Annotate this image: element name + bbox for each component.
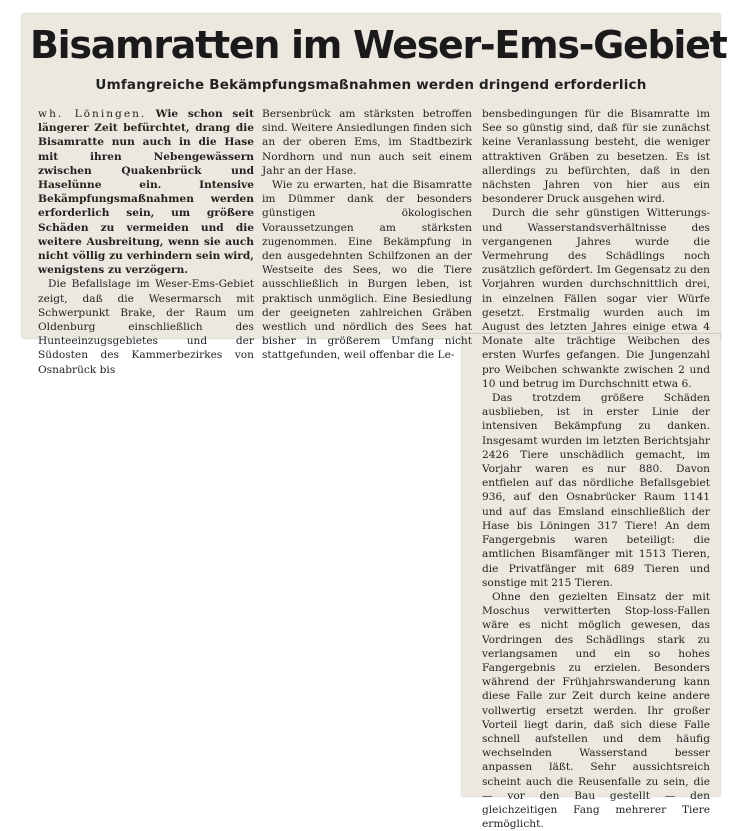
body-paragraph: Das trotzdem größere Schäden ausblieben, ist in erster Linie der intensiven Bekämpfung zu danken. Insgesamt wurden im letzten Berichtsjahr 2426 Tiere unschädlich gemacht, im Vorjahr waren es nur 880. Davon entfielen auf das nördliche Befallsgebiet 936, auf den Osnabrücker Raum 1141 und auf das Emsland einschließlich der Hase bis Löningen 317 Tiere! An dem Fangergebnis waren beteiligt: die amtlichen Bisamfänger mit 1513 Tieren, die Privatfänger mit 689 Tieren und sonstige mit 215 Tieren.	[482, 392, 710, 589]
body-paragraph: bensbedingungen für die Bisamratte im See so günstig sind, daß für sie zunächst keine Veranlassung besteht, die weniger attraktiven Gräben zu besetzen. Es ist allerdings zu befürchten, daß in den nächsten Jahren von hier aus ein besonderer Druck ausgehen wird.	[482, 108, 710, 206]
body-paragraph: Ohne den gezielten Einsatz der mit Moschus verwitterten Stop-loss-Fallen wäre es nicht möglich gewesen, das Vordringen des Schädlings stark zu verlangsamen und ein so hohes Fangergebnis zu erzielen. Besonders während der Frühjahrswanderung kann diese Falle zur Zeit durch keine andere vollwertig ersetzt werden. Ihr großer Vorteil liegt darin, daß sich diese Falle schnell aufstellen und dem häufig wechselnden Wasserstand besser anpassen läßt. Sehr aussichtsreich scheint auch die Reusenfalle zu sein, die — vor den Bau gestellt — den gleichzeitigen Fang mehrerer Tiere ermöglicht.	[482, 590, 710, 831]
body-paragraph: Bersenbrück am stärksten betroffen sind. Weitere Ansiedlungen finden sich an der oberen Ems, im Stadtbezirk Nordhorn und nun auch seit einem Jahr an der Hase.	[262, 108, 472, 177]
lead-paragraph	[38, 107, 254, 277]
subheadline: Umfangreiche Bekämpfungsmaßnahmen werden dringend erforderlich	[95, 77, 647, 93]
lead-text: Wie schon seit längerer Zeit befürchtet, drang die Bisamratte nun auch in die Hase mit ihren Nebengewässern zwischen Quakenbrück und Haselünne ein. Intensive Bekämpfungsmaßnahmen werden erforderlich sein, um größere Schäden zu vermeiden und die weitere Ausbreitung, wenn sie auch nicht völlig zu verhindern sein wird, wenigstens zu verzögern.	[38, 108, 254, 277]
body-paragraph: Durch die sehr günstigen Witterungs- und Wasserstandsverhältnisse des vergangenen Jahres wurde die Vermehrung des Schädlings noch zusätzlich gefördert. Im Gegensatz zu den Vorjahren wurden durchschnittlich drei, in einzelnen Fällen sogar vier Würfe gesetzt. Erstmalig wurden auch im August des letzten Jahres einige etwa 4 Monate alte trächtige Weibchen des ersten Wurfes gefangen. Die Jungenzahl pro Weibchen schwankte zwischen 2 und 10 und betrug im Durchschnitt etwa 6.	[482, 207, 710, 390]
body-paragraph: Die Befallslage im Weser-Ems-Gebiet zeigt, daß die Wesermarsch mit Schwerpunkt Brake, der Raum um Oldenburg einschließlich des Hunteeinzugsgebietes und der Südosten des Kammerbezirkes von Osnabrück bis	[38, 278, 254, 376]
article-column-1	[38, 107, 254, 377]
article-column-3	[482, 107, 710, 831]
headline: Bisamratten im Weser-Ems-Gebiet	[30, 23, 727, 67]
body-paragraph: Wie zu erwarten, hat die Bisamratte im Dümmer dank der besonders günstigen ökologischen Voraussetzungen am stärksten zugenommen. Eine Bekämpfung in den ausgedehnten Schilfzonen an der Westseite des Sees, wo die Tiere ausschließlich in Burgen leben, ist praktisch unmöglich. Eine Besiedlung der geeigneten zahlreichen Gräben westlich und nördlich des Sees hat bisher in größerem Umfang nicht stattgefunden, weil offenbar die Le-	[262, 179, 472, 362]
article-column-2	[262, 107, 472, 363]
dateline: wh. Löningen.	[38, 108, 147, 120]
